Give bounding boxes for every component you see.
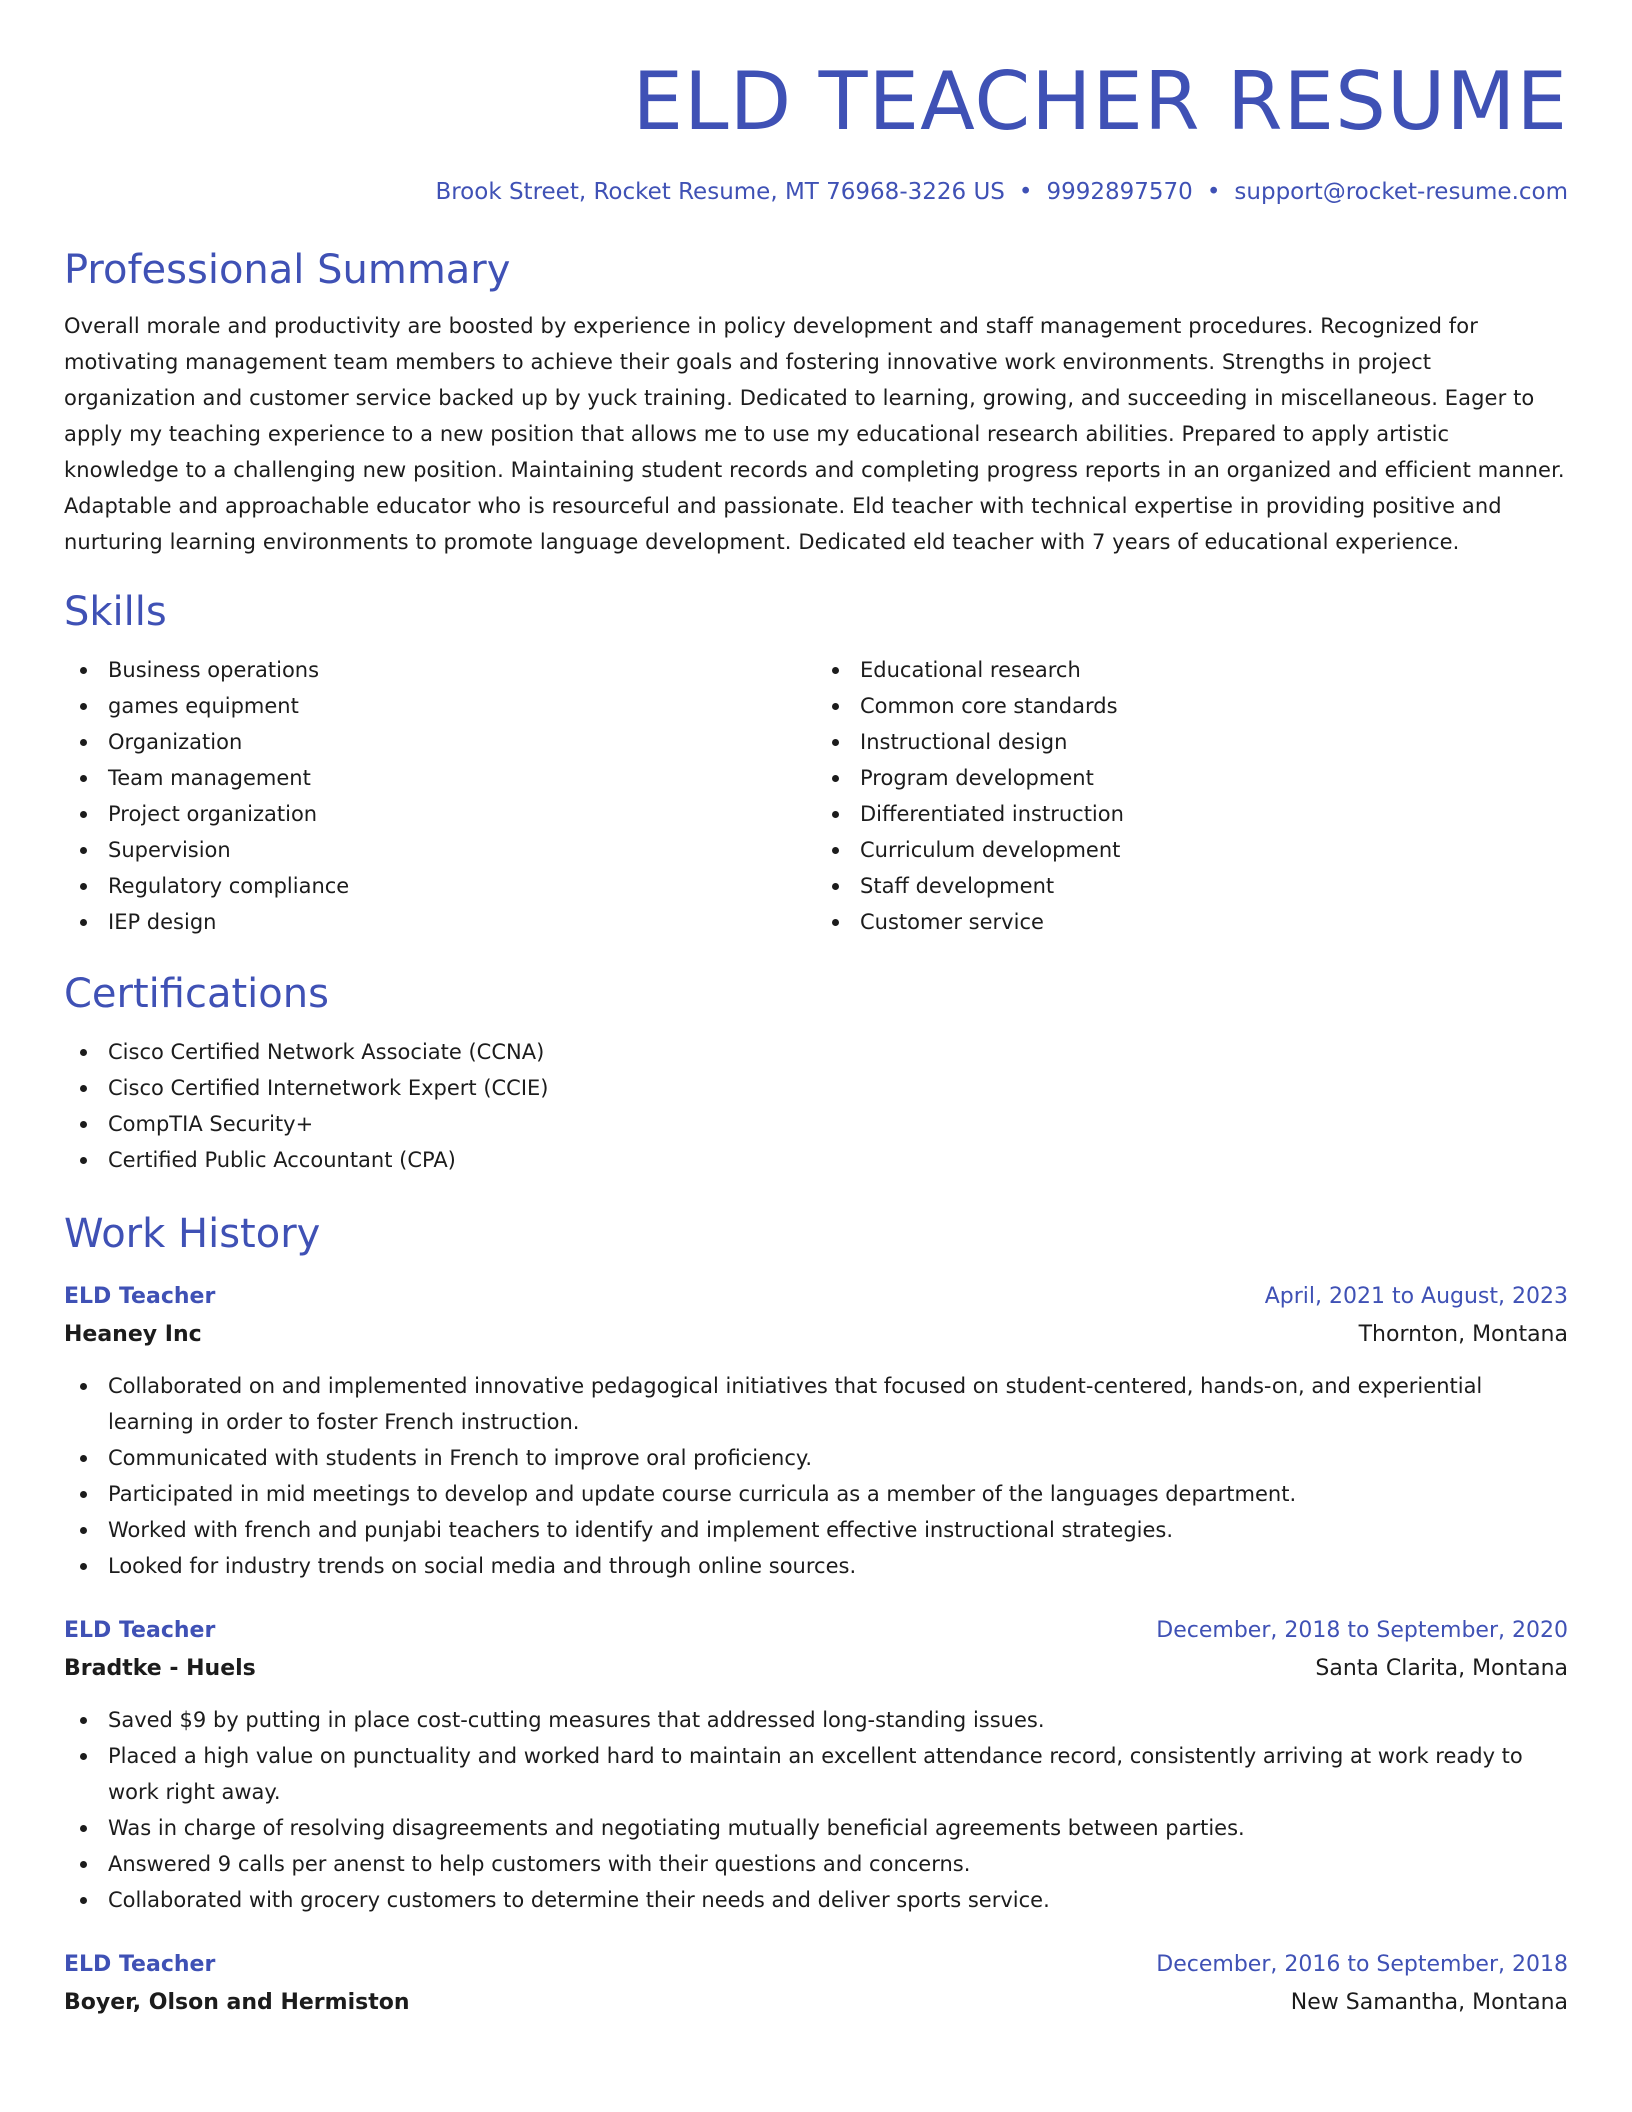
job-title: ELD Teacher [64,1618,216,1643]
skill-item: Educational research [860,652,1568,688]
contact-separator: • [1018,179,1033,205]
skill-item: Supervision [108,832,816,868]
skill-item: Project organization [108,796,816,832]
job-dates: December, 2018 to September, 2020 [1156,1618,1568,1643]
skill-item: games equipment [108,688,816,724]
certification-item: Certified Public Accountant (CPA) [108,1142,1568,1178]
skill-item: Customer service [860,904,1568,940]
job-dates: December, 2016 to September, 2018 [1156,1952,1568,1977]
job-location: New Samantha, Montana [1290,1990,1568,2015]
skill-item: Instructional design [860,724,1568,760]
job-bullet: Participated in mid meetings to develop and update course curricula as a member of the languages department. [108,1476,1568,1512]
job-bullet: Collaborated with grocery customers to determine their needs and deliver sports service. [108,1882,1568,1918]
job-bullet: Collaborated on and implemented innovative pedagogical initiatives that focused on student-centered, hands-on, and experiential learning in order to foster French instruction. [108,1368,1568,1440]
job-bullet: Was in charge of resolving disagreements and negotiating mutually beneficial agreements between parties. [108,1810,1568,1846]
certifications-list [64,1034,1568,1178]
certification-item: CompTIA Security+ [108,1106,1568,1142]
work-history-heading: Work History [64,1211,321,1257]
job-title-row [64,1278,1568,1316]
contact-address: Brook Street, Rocket Resume, MT 76968-3226 US [435,179,1005,205]
job-location: Santa Clarita, Montana [1315,1656,1568,1681]
job-company: Heaney Inc [64,1322,202,1347]
skill-item: Program development [860,760,1568,796]
summary-heading: Professional Summary [64,247,511,293]
skill-item: Curriculum development [860,832,1568,868]
job-bullet: Answered 9 calls per anenst to help customers with their questions and concerns. [108,1846,1568,1882]
certifications-heading: Certifications [64,971,329,1017]
job-location: Thornton, Montana [1358,1322,1568,1347]
job-entry [64,1612,1568,1918]
job-bullet: Placed a high value on punctuality and worked hard to maintain an excellent attendance record, consistently arriving at work ready to work right away. [108,1738,1568,1810]
job-bullet: Saved $9 by putting in place cost-cutting measures that addressed long-standing issues. [108,1702,1568,1738]
job-dates: April, 2021 to August, 2023 [1264,1284,1568,1309]
skill-item: Common core standards [860,688,1568,724]
job-title-row [64,1946,1568,1984]
skill-item: Organization [108,724,816,760]
job-company: Boyer, Olson and Hermiston [64,1990,410,2015]
contact-separator: • [1206,179,1221,205]
skill-item: IEP design [108,904,816,940]
job-company: Bradtke - Huels [64,1656,256,1681]
contact-email[interactable]: support@rocket-resume.com [1234,179,1568,205]
job-bullet-list [64,1702,1568,1918]
summary-text: Overall morale and productivity are boosted by experience in policy development and staff management procedures. Recognized for motivating management team members to achieve their goals and fostering innovative work environments. Strengths in project organization and customer service backed up by yuck training. Dedicated to learning, growing, and succeeding in miscellaneous. Eager to apply my teaching experience to a new position that allows me to use my educational research abilities. Prepared to apply artistic knowledge to a challenging new position. Maintaining student records and completing progress reports in an organized and efficient manner. Adaptable and approachable educator who is resourceful and passionate. Eld teacher with technical expertise in providing positive and nurturing learning environments to promote language development. Dedicated eld teacher with 7 years of educational experience. [64,314,1565,554]
skill-item: Differentiated instruction [860,796,1568,832]
job-company-row [64,1316,1568,1354]
skill-item: Staff development [860,868,1568,904]
resume-title: ELD TEACHER RESUME [632,55,1568,148]
job-title: ELD Teacher [64,1952,216,1977]
job-company-row [64,1650,1568,1688]
job-entry [64,1278,1568,1584]
certification-item: Cisco Certified Internetwork Expert (CCIE) [108,1070,1568,1106]
skill-item: Regulatory compliance [108,868,816,904]
resume-page [64,0,1568,2022]
job-bullet: Communicated with students in French to improve oral proficiency. [108,1440,1568,1476]
job-title: ELD Teacher [64,1284,216,1309]
skills-heading: Skills [64,589,167,635]
skill-item: Business operations [108,652,816,688]
job-title-row [64,1612,1568,1650]
skill-item: Team management [108,760,816,796]
job-bullet-list [64,1368,1568,1584]
job-bullet: Looked for industry trends on social media and through online sources. [108,1548,1568,1584]
contact-line [64,176,1568,208]
skills-column-left [64,652,816,940]
job-entry [64,1946,1568,2022]
job-company-row [64,1984,1568,2022]
skills-grid [64,652,1568,940]
contact-phone: 9992897570 [1046,179,1193,205]
certification-item: Cisco Certified Network Associate (CCNA) [108,1034,1568,1070]
job-bullet: Worked with french and punjabi teachers to identify and implement effective instructional strategies. [108,1512,1568,1548]
skills-column-right [816,652,1568,940]
